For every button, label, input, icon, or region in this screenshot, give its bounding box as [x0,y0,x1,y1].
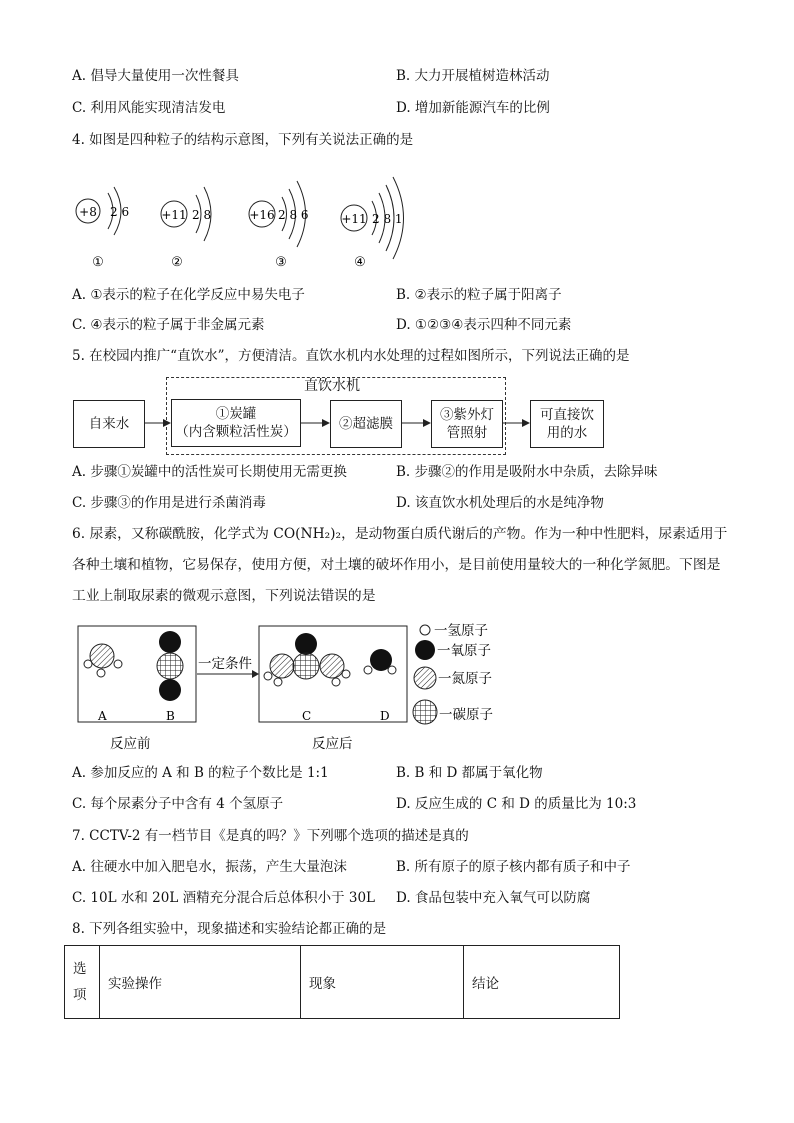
q5-stem: 5. 在校园内推广“直饮水”，方便清洁。直饮水机内水处理的过程如图所示，下列说法正确的是 [72,348,630,364]
legend-nitrogen: 一氮原子 [438,671,492,687]
q7-option-a: A. 往硬水中加入肥皂水，振荡，产生大量泡沫 [72,859,347,875]
q5-option-c: C. 步骤③的作用是进行杀菌消毒 [72,495,266,511]
header-conclusion: 结论 [464,946,620,1019]
q3-option-d: D. 增加新能源汽车的比例 [396,100,550,116]
q6-option-b: B. B 和 D 都属于氧化物 [396,765,543,781]
particle-1-label: ① [92,255,104,270]
output-line2: 用的水 [546,425,588,441]
output-line1: 可直接饮 [540,407,594,423]
q8-stem: 8. 下列各组实验中，现象描述和实验结论都正确的是 [72,921,387,937]
molecule-b-label: B [166,709,175,723]
urea-reaction-diagram [70,620,510,760]
header-phenomenon: 现象 [301,946,464,1019]
particle-3-shells: 2 8 6 [278,208,309,222]
after-reaction-label: 反应后 [312,736,353,752]
particle-2-label: ② [171,255,183,270]
q7-option-b: B. 所有原子的原子核内都有质子和中子 [396,859,631,875]
q3-option-b: B. 大力开展植树造林活动 [396,68,550,84]
q4-option-d: D. ①②③④表示四种不同元素 [396,317,572,333]
step2-label: ②超滤膜 [339,416,393,432]
header-option-1: 选 [73,961,87,977]
tap-water-label: 自来水 [88,416,130,432]
particle-1-shells: 2 6 [110,205,130,219]
q3-option-a: A. 倡导大量使用一次性餐具 [72,68,239,84]
machine-title: 直饮水机 [304,378,360,394]
header-operation: 实验操作 [100,946,301,1019]
particle-1-nucleus: +8 [79,205,97,219]
step1-line1: ①炭罐 [215,406,257,422]
before-reaction-label: 反应前 [110,736,151,752]
header-option-2: 项 [73,987,87,1003]
q7-stem: 7. CCTV-2 有一档节目《是真的吗？》下列哪个选项的描述是真的 [72,828,469,844]
q6-option-a: A. 参加反应的 A 和 B 的粒子个数比是 1:1 [72,765,329,781]
q5-option-d: D. 该直饮水机处理后的水是纯净物 [396,495,604,511]
q6-option-c: C. 每个尿素分子中含有 4 个氢原子 [72,796,284,812]
q7-option-c: C. 10L 水和 20L 酒精充分混合后总体积小于 30L [72,890,376,906]
molecule-d-label: D [380,709,390,723]
particle-3-label: ③ [275,255,287,270]
legend-oxygen: 一氧原子 [437,643,491,659]
particle-3-nucleus: +16 [249,208,275,222]
process-arrows [0,0,794,480]
step3-line1: ③紫外灯 [440,407,494,423]
header-option [65,946,100,1019]
molecule-a-label: A [98,709,107,723]
q4-option-b: B. ②表示的粒子属于阳离子 [396,287,562,303]
particle-4-label: ④ [354,255,366,270]
legend-hydrogen: 一氢原子 [434,623,488,639]
q6-stem: 6. 尿素，又称碳酰胺，化学式为 CO(NH₂)₂，是动物蛋白质代谢后的产物。作为一种中性肥料，尿素适用于各种土壤和植物，它易保存，使用方便，对土壤的破坏作用小，是目前使用量较大的一种化学氮肥。下图是工业上制取尿素的微观示意图，下列说法错误的是 [72,526,728,604]
legend-carbon: 一碳原子 [439,707,493,723]
step3-line2: 管照射 [446,425,488,441]
q4-stem: 4. 如图是四种粒子的结构示意图，下列有关说法正确的是 [72,132,414,148]
step1-line2: （内含颗粒活性炭） [175,424,297,440]
q3-option-c: C. 利用风能实现清洁发电 [72,100,226,116]
q6-option-d: D. 反应生成的 C 和 D 的质量比为 10:3 [396,796,637,812]
q4-option-c: C. ④表示的粒子属于非金属元素 [72,317,265,333]
particle-4-shells: 2 8 1 [372,212,403,226]
q5-option-a: A. 步骤①炭罐中的活性炭可长期使用无需更换 [72,464,347,480]
q5-option-b: B. 步骤②的作用是吸附水中杂质，去除异味 [396,464,658,480]
molecule-c-label: C [302,709,312,723]
table-header-row [65,946,620,1019]
reaction-condition: 一定条件 [198,656,252,672]
q7-option-d: D. 食品包装中充入氧气可以防腐 [396,890,591,906]
particle-2-nucleus: +11 [161,208,187,222]
particle-2-shells: 2 8 [192,208,212,222]
particle-4-nucleus: +11 [341,212,367,226]
q4-option-a: A. ①表示的粒子在化学反应中易失电子 [72,287,305,303]
experiment-table [64,945,620,1019]
